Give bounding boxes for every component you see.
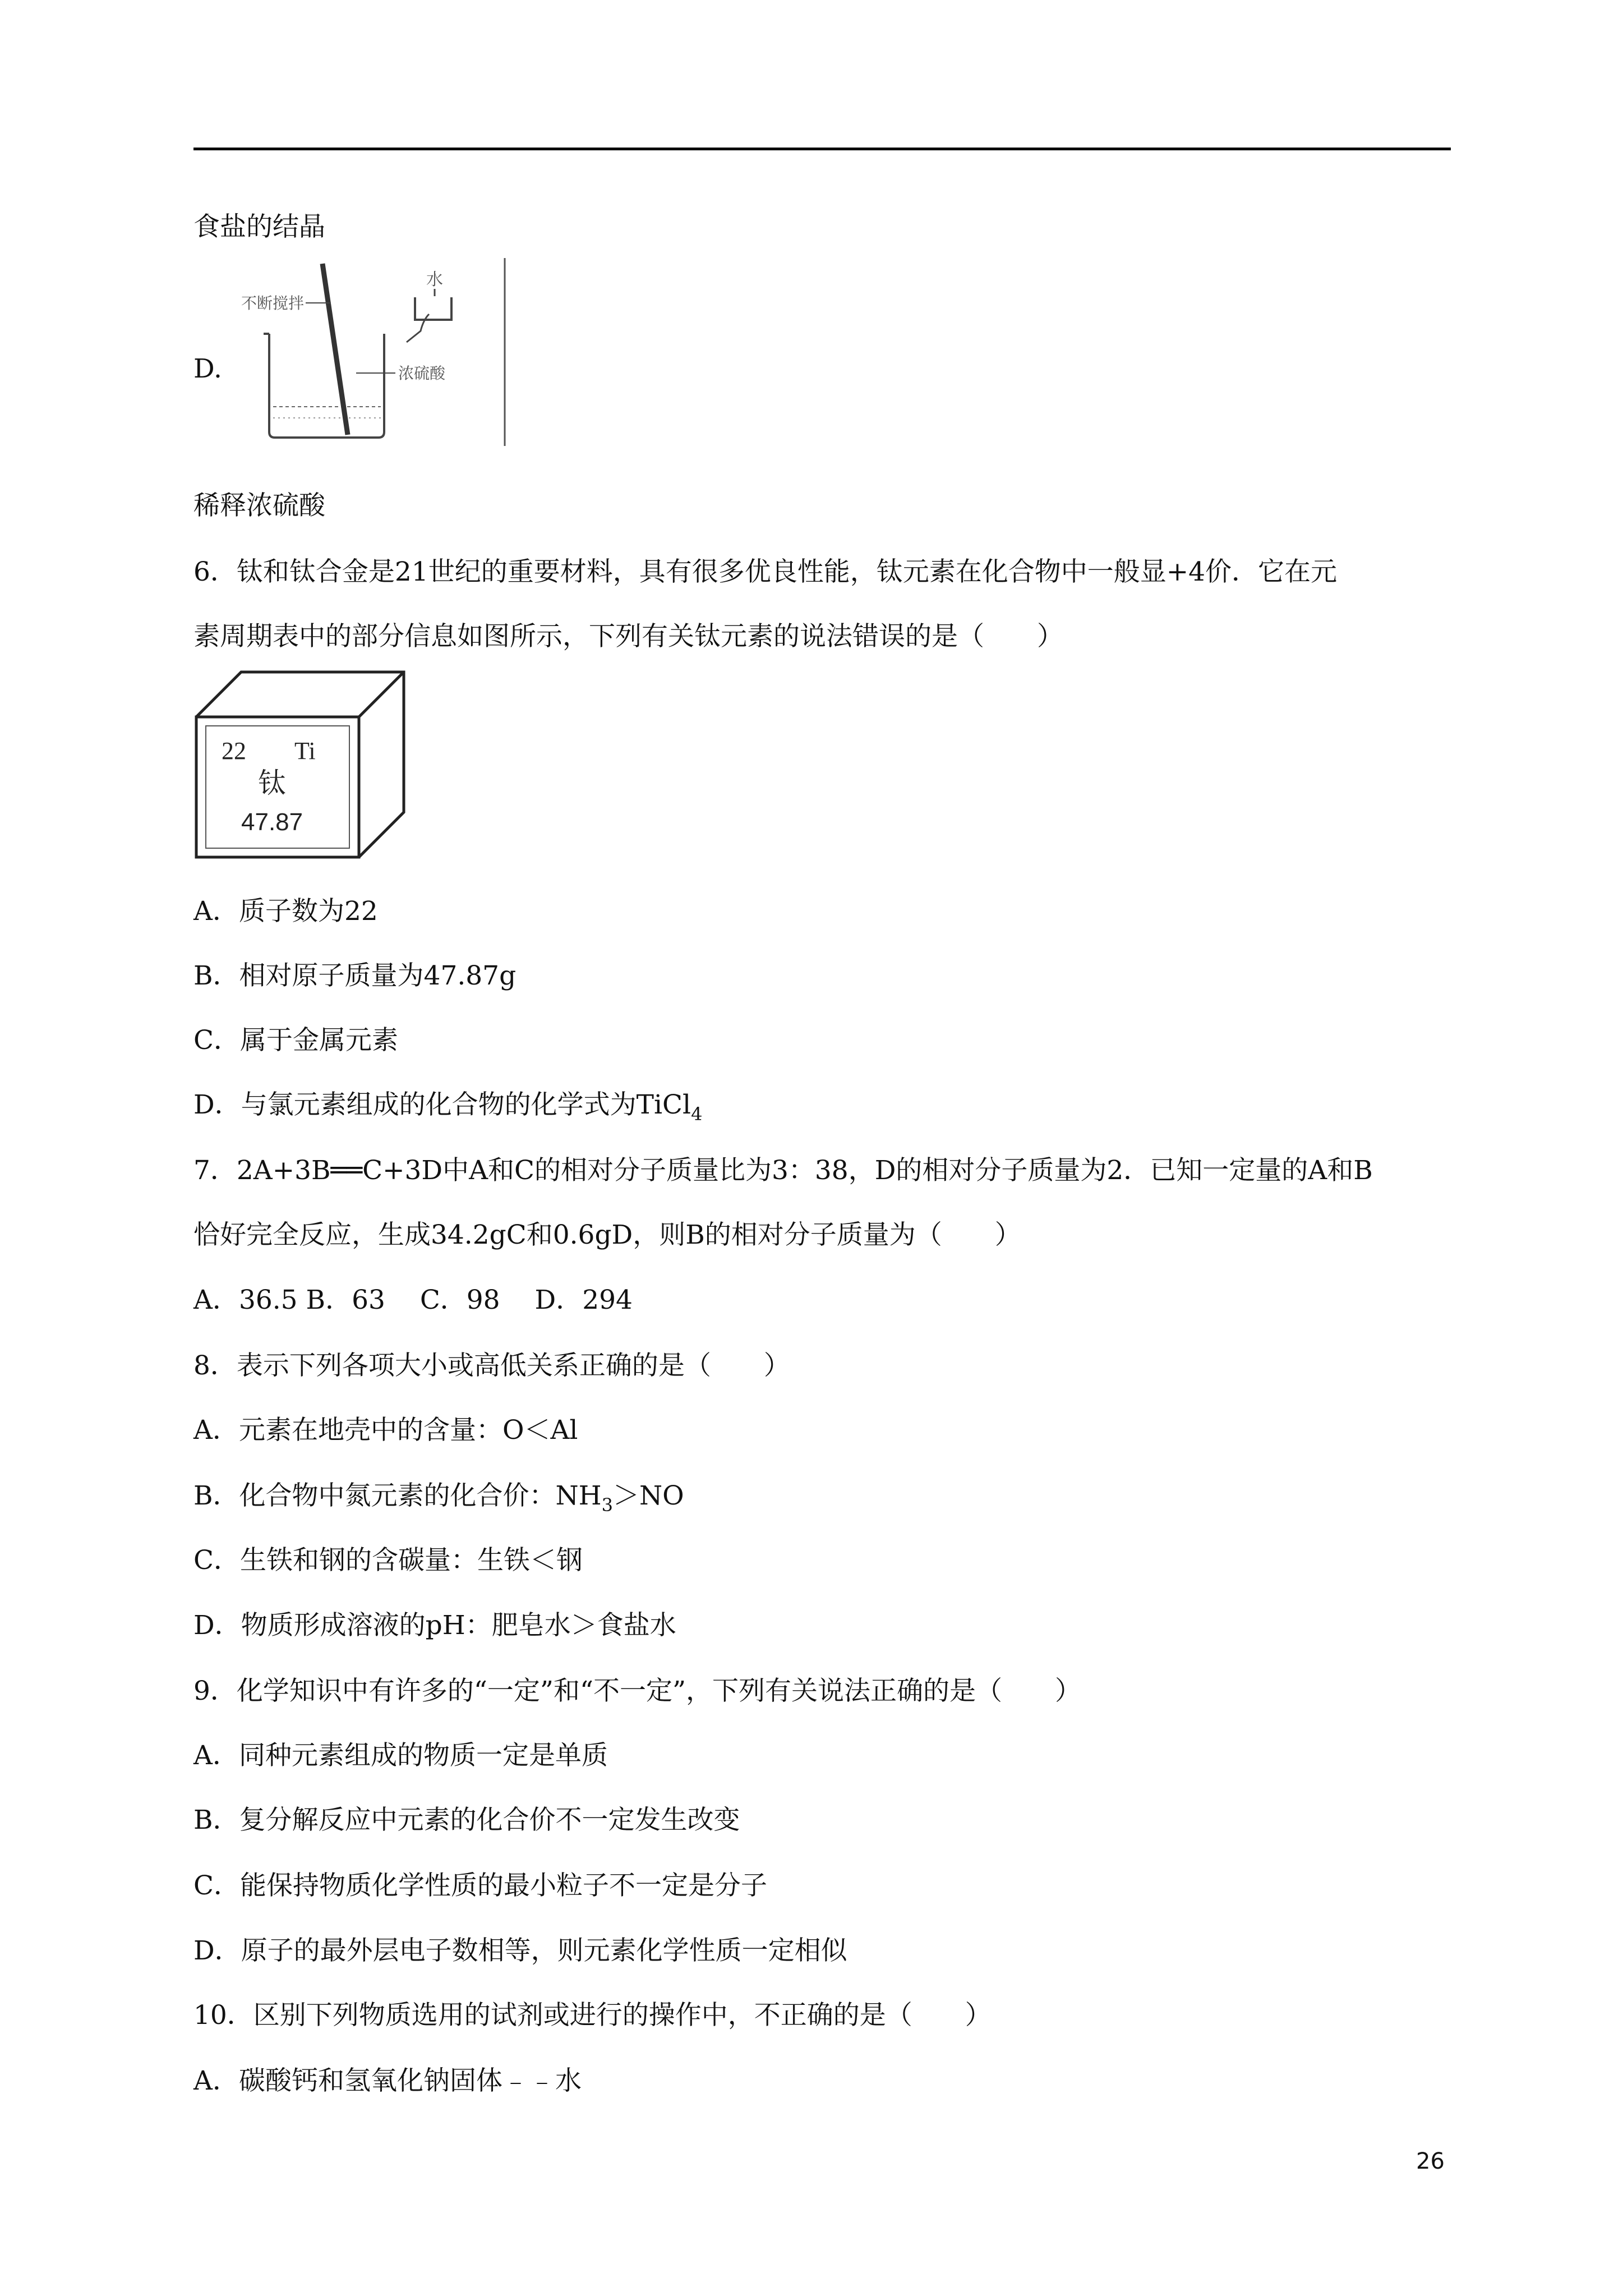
option: B．相对原子质量为47.87g [193,960,517,991]
option: C．属于金属元素 [193,1025,398,1056]
question-stem: 9．化学知识中有许多的“一定”和“不一定”，下列有关说法正确的是（ ） [193,1676,1082,1706]
water-label: 水 [426,270,443,289]
option: B．化合物中氮元素的化合价：$NH_3>NO$ [193,1480,684,1516]
option: C．能保持物质化学性质的最小粒子不一定是分子 [193,1870,767,1901]
option: D．物质形成溶液的pH：肥皂水＞食盐水 [193,1610,676,1641]
option: D．原子的最外层电子数相等，则元素化学性质一定相似 [193,1935,847,1966]
titanium-element-card [193,666,407,860]
option: C．生铁和钢的含碳量：生铁＜钢 [193,1545,583,1576]
options-row: A．36.5 B．63 C．98 D．294 [193,1285,633,1315]
option: D．与氯元素组成的化合物的化学式为TiCl$_4$ [193,1089,703,1125]
page-number: 26 [1416,2148,1445,2174]
header-rule [193,148,1451,150]
atomic-number: 22 [222,737,246,765]
question-stem: 7．2A+3B══C+3D中A和C的相对分子质量比为3：38，D的相对分子质量为2．已知一定量的A和B [193,1155,1373,1186]
question-stem: 恰好完全反应，生成34.2gC和0.6gD，则B的相对分子质量为（ ） [193,1220,1021,1250]
sulfuric-acid-dilution-diagram [238,258,510,446]
atomic-mass: 47.87 [241,808,303,836]
figure-caption: 稀释浓硫酸 [193,490,325,521]
question-stem: 10．区别下列物质选用的试剂或进行的操作中，不正确的是（ ） [193,2000,992,2031]
question-stem: 素周期表中的部分信息如图所示，下列有关钛元素的说法错误的是（ ） [193,621,1063,652]
option: A．碳酸钙和氢氧化钠固体﹣﹣水 [193,2065,582,2096]
question-stem: 6．钛和钛合金是21世纪的重要材料，具有很多优良性能，钛元素在化合物中一般显+4价．它在元 [193,556,1337,587]
option: A．同种元素组成的物质一定是单质 [193,1740,608,1771]
figure-caption: 食盐的结晶 [193,211,325,242]
acid-label: 浓硫酸 [398,364,446,383]
element-name: 钛 [258,767,286,799]
option: A．质子数为22 [193,896,378,927]
option: A．元素在地壳中的含量：O＜Al [193,1415,578,1446]
option-label: D. [193,353,222,384]
question-stem: 8．表示下列各项大小或高低关系正确的是（ ） [193,1350,790,1381]
element-symbol: Ti [294,737,316,765]
option: B．复分解反应中元素的化合价不一定发生改变 [193,1805,740,1835]
stir-label: 不断搅拌 [241,294,305,312]
